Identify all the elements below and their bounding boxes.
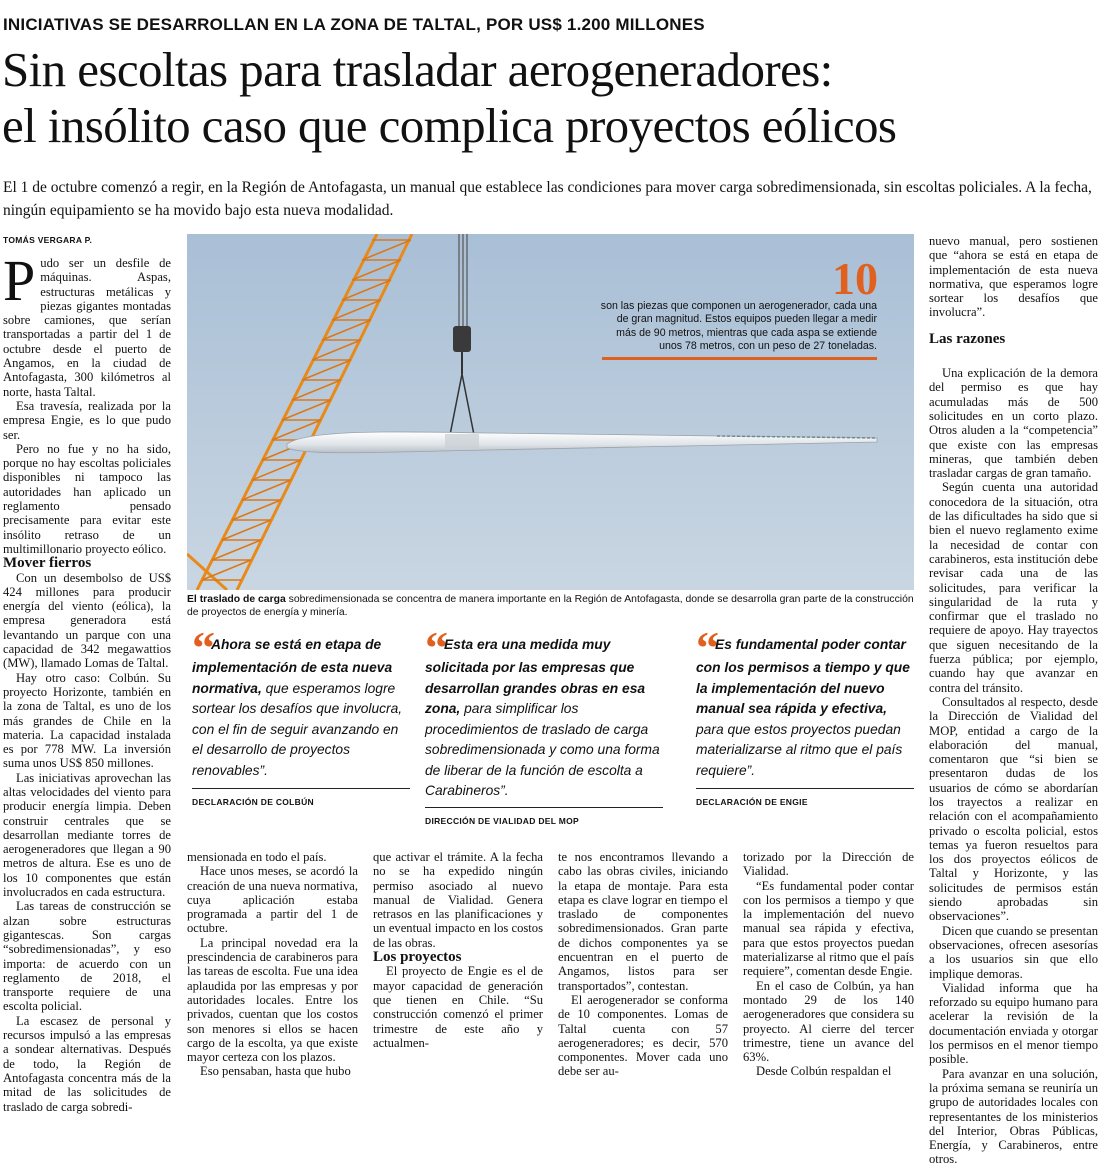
article-headline	[2, 42, 1098, 154]
paragraph: Las iniciativas aprovechan las altas velocidades del viento para producir energía limpia. Deben construir centrales que se desarrollan mediante torres de aerogeneradores que llegan a 90 metros de altura. Ese es uno de los 10 componentes que están involucrados en cada estructura.	[3, 770, 171, 900]
paragraph: nuevo manual, pero sostienen que “ahora se está en etapa de implementación de esta nueva normativa, que esperamos logre sortear los desafíos que involucra”.	[929, 234, 1098, 320]
paragraph: Dicen que cuando se presentan observaciones, ofrecen asesorías a los usuarios sin que ello implique demoras.	[929, 923, 1098, 981]
section-subhead: Las razones	[929, 330, 1006, 347]
quote-mark-icon: “	[425, 622, 442, 673]
article-kicker: INICIATIVAS SE DESARROLLAN EN LA ZONA DE TALTAL, POR US$ 1.200 MILLONES	[3, 15, 705, 34]
paragraph: Una explicación de la demora del permiso es que hay acumuladas más de 500 solicitudes en un corto plazo. Otros aluden a la “competencia” que existe con las empresas mineras, que también deben trasladar cargas de gran tamaño.	[929, 366, 1098, 481]
quote-rule	[696, 788, 914, 789]
paragraph: Vialidad informa que ha reforzado su equipo humano para acelerar la revisión de la documentación enviada y otorgar los permisos en el menor tiempo posible.	[929, 980, 1098, 1067]
paragraph: Eso pensaban, hasta que hubo	[200, 1064, 351, 1079]
paragraph: En el caso de Colbún, ya han montado 29 de los 140 aerogeneradores que considera su proyecto. Al cierre del tercer trimestre, tiene un avance del 63%.	[743, 978, 914, 1065]
crane-blade-illustration	[187, 234, 914, 590]
quote-mark-icon: “	[696, 622, 713, 673]
paragraph: Desde Colbún respaldan el	[756, 1064, 892, 1079]
body-column-5	[743, 850, 914, 1079]
stat-description: son las piezas que componen un aerogenerador, cada una de gran magnitud. Estos equipos pueden llegar a medir más de 90 metros, mientras que cada aspa se extiende unos 78 metros, con un peso de 27 toneladas.	[600, 300, 877, 353]
paragraph: Para avanzar en una solución, la próxima semana se reuniría un grupo de autoridades locales con representantes de los ministerios del Interior, Obras Públicas, Energía, y Carabineros, entre otros.	[929, 1066, 1098, 1167]
body-column-1	[3, 248, 171, 1114]
body-column-4	[558, 850, 728, 1079]
paragraph: mensionada en todo el país.	[187, 850, 327, 864]
photo-caption: El traslado de carga sobredimensionada se concentra de manera importante en la Región de Antofagasta, donde se desarrolla gran parte de la construcción de proyectos de energía y minería.	[187, 594, 914, 618]
paragraph: que activar el trámite. A la fecha no se ha expedido ningún permiso asociado al nuevo manual de Vialidad. Genera retrasos en las planificaciones y un eventual impacto en los costos de las obras.	[373, 850, 543, 950]
quote-source: DIRECCIÓN DE VIALIDAD DEL MOP	[425, 816, 579, 826]
paragraph: La principal novedad era la prescindencia de carabineros para las tareas de escolta. Fue una idea aplaudida por las empresas y por autoridades locales. Entre los privados, cuentan que los costos son menores si ellos se hacen cargo de la escolta, ya que existe mayor certeza con los plazos.	[187, 935, 358, 1065]
paragraph: Hace unos meses, se acordó la creación de una nueva normativa, cuya aplicación estaba programada a partir del 1 de octubre.	[187, 864, 358, 936]
paragraph: Pudo ser un desfile de máquinas. Aspas, estructuras metálicas y piezas gigantes montadas sobre camiones, que serían transportadas a partir del 1 de octubre desde el puerto de Angamos, en la ciudad de Antofagasta, 300 kilómetros al norte, hasta Taltal.	[3, 248, 171, 399]
drop-cap: P	[3, 248, 36, 313]
paragraph: Pero no fue y no ha sido, porque no hay escoltas policiales disponibles ni tampoco las autoridades han aplicado un reglamento pensado precisamente para evitar este insólito retraso de un multimillonario proyecto eólico.	[3, 441, 171, 556]
section-subhead: Los proyectos	[373, 949, 462, 966]
quote-rule	[192, 788, 410, 789]
paragraph: Con un desembolso de US$ 424 millones para producir energía del viento (eólica), la empresa generadora está levantando un parque con una capacidad de 342 megawattios (MW), llamado Lomas de Taltal.	[3, 570, 171, 671]
paragraph: te nos encontramos llevando a cabo las obras civiles, iniciando la etapa de montaje. Para esta etapa es clave lograr en tiempo el traslado de componentes sobredimensionados. Gran parte de dichos componentes ya se encuentran en el puerto de Angamos, listos para ser transportados”, contestan.	[558, 850, 728, 993]
paragraph: Esa travesía, realizada por la empresa Engie, es lo que pudo ser.	[3, 398, 171, 442]
stat-number: 10	[832, 253, 878, 304]
quote-source: DECLARACIÓN DE COLBÚN	[192, 797, 314, 807]
wind-turbine-blade-photo	[187, 234, 914, 590]
paragraph: Según cuenta una autoridad conocedora de la situación, otra de las dificultades ha sido que si bien el nuevo reglamento exime la necesidad de contar con carabineros, esta institución debe revisar cada una de las solicitudes, para verificar la singularidad de la ruta y confirmar que el traslado no requiere de apoyo. Hay trayectos que siguen necesitando de la fuerza pública; por ejemplo, cuando hay que avanzar en contra del tránsito.	[929, 480, 1098, 695]
paragraph: El aerogenerador se conforma de 10 componentes. Lomas de Taltal cuenta con 57 aerogeneradores; es decir, 570 componentes. Mover cada uno debe ser au-	[558, 992, 728, 1079]
body-column-3	[373, 850, 543, 1050]
paragraph: torizado por la Dirección de Vialidad.	[743, 850, 914, 879]
headline-line-2: el insólito caso que complica proyectos eólicos	[2, 98, 897, 153]
paragraph: “Es fundamental poder contar con los permisos a tiempo y que la implementación del nuevo manual sea rápida y efectiva, para que estos proyectos puedan materializarse al ritmo que el país requiere”, comentan desde Engie.	[743, 878, 914, 979]
stat-underline	[602, 357, 877, 360]
paragraph: Las tareas de construcción se alzan sobre estructuras gigantescas. Son cargas “sobredimensionadas”, y eso importa: de acuerdo con un reglamento de 2018, el transporte requiere de una escolta policial.	[3, 899, 171, 1014]
paragraph: Consultados al respecto, desde la Dirección de Vialidad del MOP, entidad a cargo de la elaboración del manual, comentaron que “si bien se presentaron dudas de los usuarios de cómo se abordarían los trayectos a realizar en relación con el acompañamiento privado o escolta policial, estos temas ya fueron resueltos para los dos proyectos eólicos de Taltal y Horizonte, y las solicitudes de permisos están siendo aprobadas sin observaciones”.	[929, 694, 1098, 924]
quote-rule	[425, 807, 663, 808]
pull-quote-engie: “ Es fundamental poder contar con los permisos a tiempo y que la implementación del nuevo manual sea rápida y efectiva, para que estos proyectos puedan materializarse al ritmo que el país requiere”.	[696, 622, 910, 778]
headline-line-1: Sin escoltas para trasladar aerogeneradores:	[2, 42, 833, 97]
paragraph: El proyecto de Engie es el de mayor capacidad de generación que tienen en Chile. “Su construcción comenzó el primer trimestre de este año y actualmen-	[373, 964, 543, 1050]
article-lede: El 1 de octubre comenzó a regir, en la Región de Antofagasta, un manual que establece las condiciones para mover carga sobredimensionada, sin escoltas policiales. A la fecha, ningún equipamiento se ha movido bajo esta nueva modalidad.	[3, 179, 1092, 219]
body-column-2	[187, 850, 358, 1079]
pull-quote-colbun: “ Ahora se está en etapa de implementación de esta nueva normativa, que esperamos logre sortear los desafíos que involucra, con el fin de seguir avanzando en el desarrollo de proyectos renovables”.	[192, 622, 403, 778]
section-subhead: Mover fierros	[3, 555, 92, 572]
quote-source: DECLARACIÓN DE ENGIE	[696, 797, 808, 807]
pull-quote-mop: “ Esta era una medida muy solicitada por las empresas que desarrollan grandes obras en esa zona, para simplificar los procedimientos de traslado de carga sobredimensionada y como una forma de liberar de la función de escolta a Carabineros”.	[425, 622, 660, 798]
body-column-6	[929, 234, 1098, 1167]
paragraph: Hay otro caso: Colbún. Su proyecto Horizonte, también en la zona de Taltal, es uno de los más grandes de Chile en la materia. La capacidad instalada es por 778 MW. La inversión suma unos US$ 850 millones.	[3, 670, 171, 771]
crane-hook-block	[453, 326, 471, 352]
byline: TOMÁS VERGARA P.	[3, 235, 93, 245]
quote-mark-icon: “	[192, 622, 209, 673]
paragraph: La escasez de personal y recursos impulsó a las empresas a sondear alternativas. Después de todo, la Región de Antofagasta concentra más de la mitad de las solicitudes de traslado de carga sobredi-	[3, 1013, 171, 1114]
